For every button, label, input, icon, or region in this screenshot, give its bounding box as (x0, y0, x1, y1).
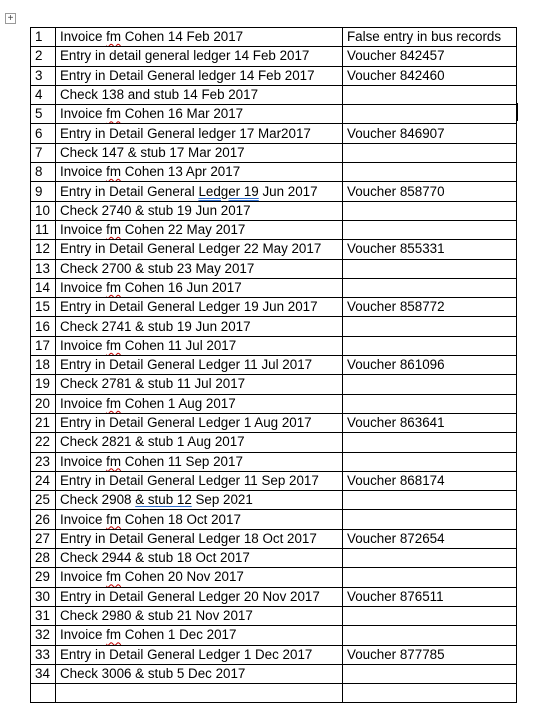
table-row (31, 394, 517, 413)
table-row (31, 433, 517, 452)
voucher-cell (343, 163, 517, 182)
voucher-cell (343, 664, 517, 683)
text-segment: Entry in Detail General ledger 17 Mar2017 (60, 125, 311, 141)
text-cursor (517, 103, 518, 121)
item-description-cell (56, 626, 343, 645)
voucher-cell (343, 201, 517, 220)
text-segment: Entry in Detail General Ledger 18 Oct 2017 (60, 530, 317, 546)
misspelled-word: fm (106, 280, 122, 295)
table-row (31, 375, 517, 394)
voucher-cell: Voucher 855331 (343, 240, 517, 259)
text-segment: Check 2741 & stub 19 Jun 2017 (60, 318, 251, 334)
voucher-cell (343, 452, 517, 471)
item-description-cell (56, 317, 343, 336)
voucher-cell: Voucher 861096 (343, 356, 517, 375)
row-number-cell: 23 (31, 452, 56, 471)
misspelled-word: fm (106, 395, 122, 411)
misspelled-word: fm (106, 106, 122, 122)
voucher-cell (343, 375, 517, 394)
text-segment: Invoice (60, 569, 107, 585)
text-segment: Entry in Detail General Ledger 19 Jun 2017 (60, 299, 318, 315)
row-number-cell: 11 (31, 220, 56, 239)
voucher-cell: Voucher 876511 (343, 587, 517, 606)
item-description-cell (56, 105, 343, 124)
table-row (31, 568, 517, 587)
item-description-cell (56, 259, 343, 278)
text-segment: Invoice (60, 511, 107, 527)
grammar-flag-text: & stub 12 (135, 492, 192, 508)
table-row (31, 85, 517, 104)
item-description-cell (56, 163, 343, 182)
text-segment: Entry in Detail General Ledger 11 Sep 2017 (60, 472, 319, 488)
row-number-cell: 25 (31, 491, 56, 510)
item-description-cell (56, 278, 343, 297)
voucher-cell (343, 394, 517, 413)
row-number-cell: 28 (31, 549, 56, 568)
row-number-cell: 26 (31, 510, 56, 529)
item-description-cell (56, 568, 343, 587)
row-number-cell: 16 (31, 317, 56, 336)
item-description-cell (56, 587, 343, 606)
text-segment: Invoice (60, 222, 107, 238)
text-segment: Check 2821 & stub 1 Aug 2017 (60, 434, 245, 450)
row-number-cell: 33 (31, 645, 56, 664)
row-number-cell: 4 (31, 85, 56, 104)
table-row (31, 452, 517, 471)
item-description-cell (56, 240, 343, 259)
table-row (31, 529, 517, 548)
table-row (31, 510, 517, 529)
item-description-cell (56, 124, 343, 143)
table-row (31, 47, 517, 66)
table-row (31, 66, 517, 85)
row-number-cell: 15 (31, 298, 56, 317)
item-description-cell (56, 645, 343, 664)
item-description-cell (56, 510, 343, 529)
row-number-cell: 5 (31, 105, 56, 124)
row-number-cell: 34 (31, 664, 56, 683)
table-row (31, 664, 517, 683)
table-row (31, 356, 517, 375)
table-row (31, 240, 517, 259)
voucher-cell (343, 433, 517, 452)
misspelled-word: fm (106, 627, 122, 643)
misspelled-word: fm (106, 453, 122, 469)
text-segment: Entry in Detail General Ledger 1 Dec 2017 (60, 646, 313, 662)
voucher-cell: Voucher 863641 (343, 413, 517, 432)
table-row (31, 549, 517, 568)
item-description-cell (56, 85, 343, 104)
row-number-cell: 30 (31, 587, 56, 606)
text-segment: Check 147 & stub 17 Mar 2017 (60, 144, 245, 160)
item-description-cell (56, 28, 343, 47)
item-description-cell (56, 491, 343, 510)
text-segment: Invoice (60, 164, 107, 180)
table-row (31, 626, 517, 645)
text-segment: Entry in Detail General Ledger 11 Jul 2017 (60, 357, 313, 373)
row-number-cell: 20 (31, 394, 56, 413)
row-number-cell: 14 (31, 278, 56, 297)
table-row (31, 413, 517, 432)
table-row (31, 587, 517, 606)
table-row (31, 143, 517, 162)
text-segment: Entry in Detail General (60, 183, 199, 199)
table-header-row (31, 28, 517, 47)
voucher-cell: Voucher 842457 (343, 47, 517, 66)
item-description-cell (56, 664, 343, 683)
item-description-cell (56, 606, 343, 625)
table-row (31, 336, 517, 355)
text-segment: Check 2980 & stub 21 Nov 2017 (60, 608, 253, 624)
misspelled-word: fm (106, 337, 122, 353)
row-number-cell: 3 (31, 66, 56, 85)
table-row (31, 298, 517, 317)
table-row (31, 491, 517, 510)
voucher-cell: Voucher 868174 (343, 471, 517, 490)
text-segment: Check 2740 & stub 19 Jun 2017 (60, 202, 251, 218)
row-number-cell: 1 (31, 28, 56, 47)
voucher-cell: Voucher 858770 (343, 182, 517, 201)
row-number-cell: 24 (31, 471, 56, 490)
item-description-cell (56, 413, 343, 432)
text-segment: Invoice (60, 280, 107, 295)
misspelled-word: fm (106, 222, 122, 238)
voucher-cell: Voucher 872654 (343, 529, 517, 548)
voucher-cell (343, 105, 517, 124)
item-description-cell (56, 452, 343, 471)
voucher-cell (343, 85, 517, 104)
table-row (31, 259, 517, 278)
table-row (31, 606, 517, 625)
voucher-cell (343, 684, 517, 703)
evidence-table (30, 27, 517, 703)
item-description-cell (56, 684, 343, 703)
table-row (31, 684, 517, 703)
voucher-cell (343, 626, 517, 645)
table-row (31, 182, 517, 201)
row-number-cell (31, 684, 56, 703)
table-row (31, 645, 517, 664)
item-description-cell (56, 220, 343, 239)
text-segment: Check 2944 & stub 18 Oct 2017 (60, 550, 250, 566)
voucher-cell (343, 568, 517, 587)
text-segment: Invoice (60, 337, 107, 353)
text-segment: Cohen 11 Sep 2017 (121, 453, 243, 469)
voucher-cell (343, 606, 517, 625)
item-description-cell (56, 549, 343, 568)
voucher-cell: Voucher 842460 (343, 66, 517, 85)
text-segment: Cohen 1 Aug 2017 (121, 395, 236, 411)
row-number-cell: 32 (31, 626, 56, 645)
text-segment: Invoice (60, 453, 107, 469)
text-segment: Check 2781 & stub 11 Jul 2017 (60, 376, 246, 392)
table-move-handle-icon[interactable]: + (5, 13, 16, 24)
voucher-cell: Voucher 858772 (343, 298, 517, 317)
misspelled-word: fm (106, 511, 122, 527)
text-segment: Invoice (60, 106, 107, 122)
row-number-cell: 2 (31, 47, 56, 66)
text-segment: Entry in Detail General Ledger 1 Aug 2017 (60, 415, 312, 431)
text-segment: Check 2700 & stub 23 May 2017 (60, 260, 255, 276)
voucher-cell (343, 317, 517, 336)
text-segment: Cohen 11 Jul 2017 (121, 337, 237, 353)
table-row (31, 124, 517, 143)
row-number-cell: 29 (31, 568, 56, 587)
row-number-cell: 19 (31, 375, 56, 394)
evidence-table-body (31, 28, 517, 703)
column-header-false-entry: False entry in bus records (343, 28, 517, 47)
text-segment: Entry in Detail General Ledger 20 Nov 2017 (60, 588, 320, 604)
voucher-cell: Voucher 846907 (343, 124, 517, 143)
item-description-cell (56, 529, 343, 548)
text-segment: Cohen 22 May 2017 (121, 222, 246, 238)
text-segment: Cohen 18 Oct 2017 (121, 511, 241, 527)
text-segment: Check 3006 & stub 5 Dec 2017 (60, 665, 246, 681)
text-segment: Check 2908 (60, 492, 136, 508)
text-segment: Invoice (60, 29, 107, 45)
misspelled-word: fm (106, 569, 122, 585)
table-row (31, 105, 517, 124)
table-row (31, 220, 517, 239)
row-number-cell: 31 (31, 606, 56, 625)
row-number-cell: 10 (31, 201, 56, 220)
row-number-cell: 13 (31, 259, 56, 278)
table-row (31, 201, 517, 220)
text-segment: Entry in detail general ledger 14 Feb 2017 (60, 48, 310, 64)
text-segment: Entry in Detail General ledger 14 Feb 2017 (60, 67, 315, 83)
text-segment: Cohen 14 Feb 2017 (121, 29, 244, 45)
table-row (31, 163, 517, 182)
text-segment: Cohen 16 Mar 2017 (121, 106, 244, 122)
text-segment: Invoice (60, 395, 107, 411)
misspelled-word: fm (106, 29, 122, 45)
voucher-cell (343, 220, 517, 239)
text-segment: Cohen 13 Apr 2017 (121, 164, 241, 180)
item-description-cell (56, 201, 343, 220)
row-number-cell: 12 (31, 240, 56, 259)
voucher-cell (343, 491, 517, 510)
voucher-cell (343, 259, 517, 278)
item-description-cell (56, 47, 343, 66)
row-number-cell: 9 (31, 182, 56, 201)
row-number-cell: 27 (31, 529, 56, 548)
voucher-cell (343, 336, 517, 355)
voucher-cell (343, 549, 517, 568)
row-number-cell: 18 (31, 356, 56, 375)
row-number-cell: 8 (31, 163, 56, 182)
voucher-cell: Voucher 877785 (343, 645, 517, 664)
text-segment: Entry in Detail General Ledger 22 May 2017 (60, 241, 322, 257)
table-row (31, 317, 517, 336)
voucher-cell (343, 143, 517, 162)
item-description-cell (56, 375, 343, 394)
text-segment: Check 138 and stub 14 Feb 2017 (60, 87, 259, 103)
item-description-cell (56, 298, 343, 317)
voucher-cell (343, 278, 517, 297)
text-segment: Cohen 16 Jun 2017 (121, 280, 242, 295)
item-description-cell (56, 143, 343, 162)
row-number-cell: 22 (31, 433, 56, 452)
text-segment: Cohen 1 Dec 2017 (121, 627, 237, 643)
text-segment: Cohen 20 Nov 2017 (121, 569, 244, 585)
misspelled-word: fm (106, 164, 122, 180)
text-segment: Jun 2017 (258, 183, 318, 199)
item-description-cell (56, 394, 343, 413)
row-number-cell: 21 (31, 413, 56, 432)
item-description-cell (56, 433, 343, 452)
voucher-cell (343, 510, 517, 529)
item-description-cell (56, 66, 343, 85)
row-number-cell: 17 (31, 336, 56, 355)
grammar-flag-text: Ledger 19 (198, 183, 259, 199)
row-number-cell: 7 (31, 143, 56, 162)
table-row (31, 471, 517, 490)
item-description-cell (56, 336, 343, 355)
table-row (31, 278, 517, 297)
item-description-cell (56, 471, 343, 490)
row-number-cell: 6 (31, 124, 56, 143)
item-description-cell (56, 182, 343, 201)
text-segment: Sep 2021 (191, 492, 253, 508)
text-segment: Invoice (60, 627, 107, 643)
item-description-cell (56, 356, 343, 375)
